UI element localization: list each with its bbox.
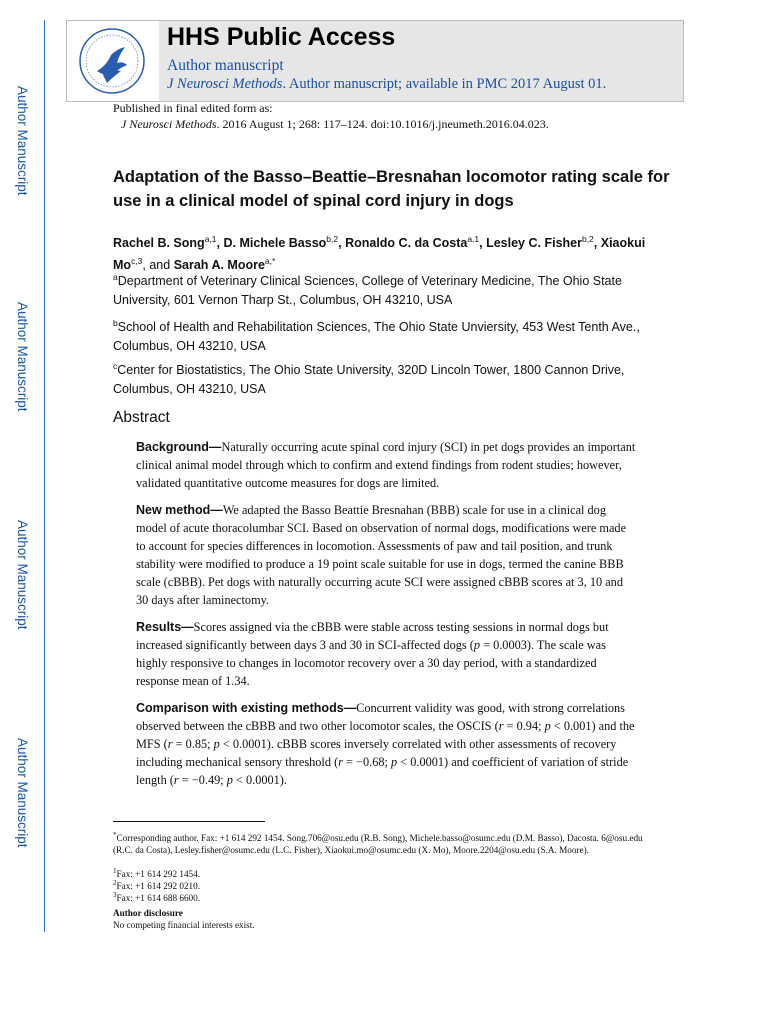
sidebar-label: Author Manuscript [15, 520, 30, 630]
author-name: Rachel B. Song [113, 236, 205, 251]
article-title: Adaptation of the Basso–Beattie–Bresnahan locomotor rating scale for use in a clinical model of spinal cord injury in dogs [113, 168, 670, 210]
header-availability [167, 76, 606, 93]
author-separator: , [216, 236, 224, 251]
comparison-text: < 0.0001). cBBB scores inversely correlated with other assessments of recovery including mechanical sensory threshold ( [136, 737, 617, 769]
results-heading: Results— [136, 620, 194, 634]
footnote-text: Fax: +1 614 688 6600. [116, 893, 201, 904]
affiliation-sup: c [113, 361, 118, 371]
hhs-header [66, 20, 684, 102]
footnote-sup: 1 [113, 867, 117, 875]
footnote-sup: 3 [113, 891, 117, 899]
affiliation-sup: b [113, 318, 118, 328]
affiliation-text: Center for Biostatistics, The Ohio State University, 320D Lincoln Tower, 1800 Cannon Drive, Columbus, OH 43210, USA [113, 363, 625, 397]
comparison-text: Concurrent validity was good, with strong correlations observed between the cBBB and two other locomotor scales, the OSCIS ( [136, 701, 625, 733]
comparison-text: = −0.68; [342, 755, 391, 769]
abstract-background [136, 438, 636, 492]
method-heading: New method— [136, 503, 223, 517]
abstract-heading: Abstract [113, 409, 170, 426]
sidebar-label: Author Manuscript [15, 738, 30, 848]
abstract-comparison [136, 699, 636, 789]
affiliation [113, 314, 673, 356]
affiliation-sup: a [113, 272, 118, 282]
author-affiliation-sup: b,2 [581, 234, 594, 244]
stat-p: p [226, 773, 233, 787]
footnote-rule [113, 821, 265, 822]
comparison-text: < 0.001) and the MFS ( [136, 719, 635, 751]
corresponding-author-note [113, 830, 653, 856]
disclosure-heading: Author disclosure [113, 908, 183, 918]
header-subtitle: Author manuscript [167, 57, 284, 74]
author-name: Ronaldo C. da Costa [345, 236, 468, 251]
disclosure-text: No competing financial interests exist. [113, 920, 255, 930]
stat-p: p [544, 719, 551, 733]
affiliation-text: School of Health and Rehabilitation Sciences, The Ohio State Unviersity, 453 West Tenth Ave., Columbus, OH 43210, USA [113, 320, 640, 354]
author-affiliation-sup: a,1 [204, 234, 217, 244]
stat-p: p [213, 737, 220, 751]
background-text: Naturally occurring acute spinal cord injury (SCI) in pet dogs provides an important clinical animal model through which to confirm and extend findings from rodent studies; however, validated quantitative outcome measures for dogs are limited. [136, 440, 636, 490]
affiliation-text: Department of Veterinary Clinical Sciences, College of Veterinary Medicine, The Ohio State University, 601 Vernon Tharp St., Columbus, OH 43210, USA [113, 274, 622, 308]
abstract-results [136, 618, 636, 690]
header-availability-text: . Author manuscript; available in PMC 2017 August 01. [282, 76, 607, 92]
author-affiliation-sup: c,3 [131, 256, 143, 267]
results-text: = 0.0003). The scale was highly responsive to changes in locomotor recovery over a 30 day period, with a standardized response mean of 1.34. [136, 638, 606, 688]
author-affiliation-sup: b,2 [326, 234, 339, 244]
method-text: We adapted the Basso Beattie Bresnahan (BBB) scale for use in a clinical dog model of acute thoracolumbar SCI. Based on observation of normal dogs, modifications were made to account for species differences in locomotion. Assessments of paw and tail position, and trunk stability were modified to produce a 19 point scale suitable for use in dogs, termed the canine BBB scale (cBBB). Pet dogs with naturally occurring acute SCI were assigned cBBB scores at 3, 10 and 30 days after laminectomy. [136, 503, 627, 607]
sidebar-rule [44, 20, 45, 932]
author-name: Sarah A. Moore [173, 258, 265, 273]
affiliation [113, 268, 673, 310]
comparison-text: = 0.85; [172, 737, 214, 751]
author-affiliation-sup: a,* [264, 256, 276, 267]
footnote-text: Corresponding author. Fax: +1 614 292 1454. Song.706@osu.edu (R.B. Song), Michele.basso@osumc.edu (D.M. Basso), Dacosta. 6@osu.edu (R.C. da Costa), Lesley.fisher@osumc.edu (L.C. Fisher), Xiaokui.mo@osumc.edu (X. Mo), Moore.2204@osu.edu (S.A. Moore). [113, 833, 643, 855]
author-name: Lesley C. Fisher [486, 236, 582, 251]
footnote-text: Fax: +1 614 292 1454. [116, 869, 201, 880]
footnote-sup: 2 [113, 879, 117, 887]
fax-note [113, 890, 653, 905]
citation-text: . 2016 August 1; 268: 117–124. doi:10.1016/j.jneumeth.2016.04.023. [216, 117, 549, 131]
comparison-text: < 0.0001). [232, 773, 287, 787]
footnote-text: Fax: +1 614 292 0210. [116, 881, 201, 892]
header-title: HHS Public Access [167, 23, 396, 51]
comparison-text: = −0.49; [178, 773, 227, 787]
sidebar-label: Author Manuscript [15, 302, 30, 412]
author-name: Xiaokui Mo [113, 236, 646, 273]
sidebar-label: Author Manuscript [15, 86, 30, 196]
stat-p: p [391, 755, 398, 769]
author-manuscript-sidebar [0, 0, 60, 1024]
abstract-new-method [136, 501, 636, 609]
results-text: Scores assigned via the cBBB were stable across testing sessions in normal dogs but increased significantly between days 3 and 30 in SCI-affected dogs ( [136, 620, 609, 652]
comparison-text: < 0.0001) and coefficient of variation of stride length ( [136, 755, 629, 787]
results-p: p [473, 638, 480, 652]
hhs-eagle-seal-icon [73, 25, 151, 97]
published-label: Published in final edited form as: [113, 101, 273, 115]
citation [121, 117, 549, 132]
stat-r: r [338, 755, 343, 769]
header-journal: J Neurosci Methods [167, 76, 283, 92]
stat-r: r [167, 737, 173, 751]
author-separator: , and [142, 258, 174, 273]
footnote-sup: * [113, 831, 117, 839]
stat-r: r [173, 773, 179, 787]
citation-journal: J Neurosci Methods [121, 117, 217, 131]
comparison-heading: Comparison with existing methods— [136, 701, 357, 715]
author-name: D. Michele Basso [223, 236, 327, 251]
author-affiliation-sup: a,1 [467, 234, 480, 244]
author-separator: , [338, 236, 346, 251]
author-separator: , [593, 236, 601, 251]
header-band [159, 21, 683, 101]
stat-r: r [498, 719, 504, 733]
affiliation [113, 357, 673, 399]
author-separator: , [479, 236, 487, 251]
background-heading: Background— [136, 440, 222, 454]
comparison-text: = 0.94; [503, 719, 545, 733]
